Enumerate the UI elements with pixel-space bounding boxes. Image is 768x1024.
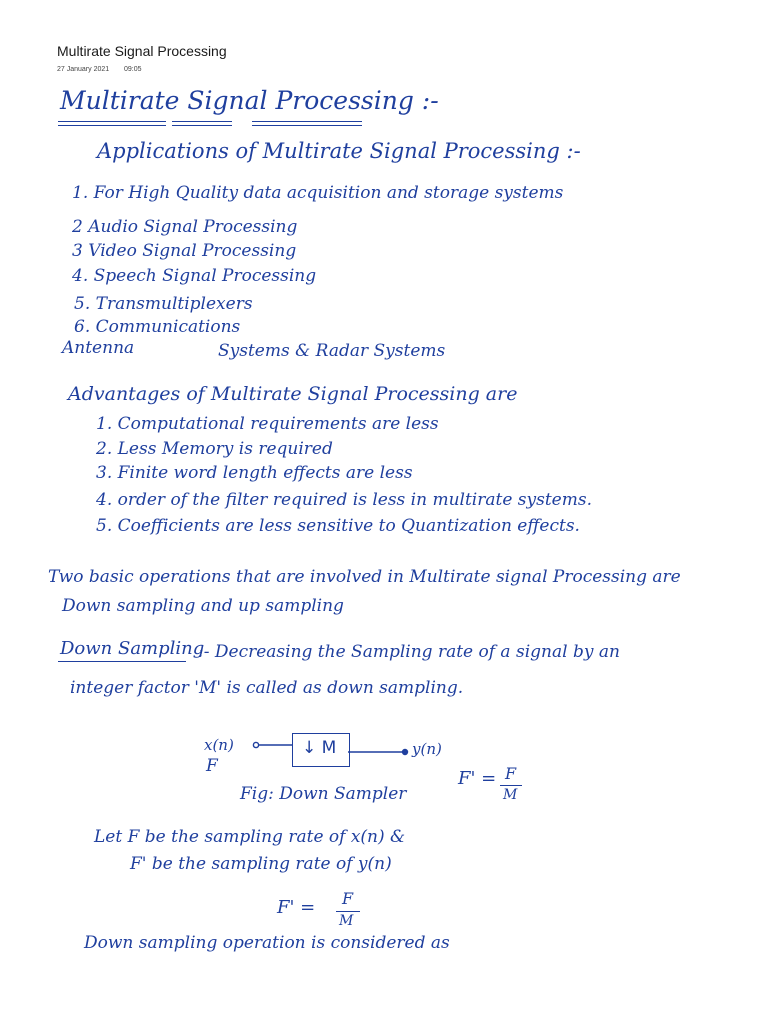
advantage-item: 3. Finite word length effects are less	[96, 463, 413, 483]
advantages-heading: Advantages of Multirate Signal Processing are	[68, 383, 518, 405]
advantage-item: 5. Coefficients are less sensitive to Quantization effects.	[96, 516, 580, 536]
application-item: Antenna	[62, 338, 135, 358]
page-title: Multirate Signal Processing	[57, 43, 227, 59]
basic-ops-line: Down sampling and up sampling	[62, 596, 344, 616]
application-item: Systems & Radar Systems	[218, 341, 446, 361]
advantage-item: 1. Computational requirements are less	[96, 414, 439, 434]
diagram-input-rate: F	[206, 756, 218, 776]
diagram-rate-num: F	[505, 764, 517, 783]
equation-fraction-bar	[336, 911, 360, 912]
advantage-item: 4. order of the filter required is less in multirate systems.	[96, 490, 592, 510]
equation-den: M	[339, 913, 354, 929]
equation-lhs: F' =	[277, 897, 316, 918]
diagram-fraction-bar	[500, 785, 522, 786]
main-heading: Multirate Signal Processing :-	[60, 86, 439, 115]
page-date: 27 January 2021	[57, 66, 110, 73]
let-line: F' be the sampling rate of y(n)	[130, 854, 392, 874]
down-sampling-definition: integer factor 'M' is called as down sampling.	[70, 678, 464, 698]
page-time: 09:05	[124, 66, 142, 73]
application-item: 6. Communications	[74, 317, 241, 337]
diagram-output: y(n)	[412, 740, 442, 758]
down-sampling-definition: :- Decreasing the Sampling rate of a signal by an	[198, 642, 620, 662]
last-line: Down sampling operation is considered as	[84, 933, 450, 953]
diagram-rate-den: M	[503, 787, 518, 803]
application-item: 3 Video Signal Processing	[72, 241, 297, 261]
diagram-rate-lhs: F' =	[458, 768, 497, 789]
equation-num: F	[342, 889, 354, 908]
basic-ops-line: Two basic operations that are involved in Multirate signal Processing are	[48, 567, 681, 587]
application-item: 2 Audio Signal Processing	[72, 217, 298, 237]
let-line: Let F be the sampling rate of x(n) &	[94, 827, 406, 847]
advantage-item: 2. Less Memory is required	[96, 439, 333, 459]
diagram-input: x(n)	[204, 736, 234, 754]
down-sampler-label: ↓ M	[302, 738, 337, 758]
application-item: 1. For High Quality data acquisition and storage systems	[72, 183, 564, 203]
down-sampling-term: Down Sampling	[60, 638, 205, 659]
diagram-caption: Fig: Down Sampler	[240, 784, 407, 804]
application-item: 4. Speech Signal Processing	[72, 266, 317, 286]
application-item: 5. Transmultiplexers	[74, 294, 253, 314]
applications-heading: Applications of Multirate Signal Processing :-	[97, 139, 581, 163]
